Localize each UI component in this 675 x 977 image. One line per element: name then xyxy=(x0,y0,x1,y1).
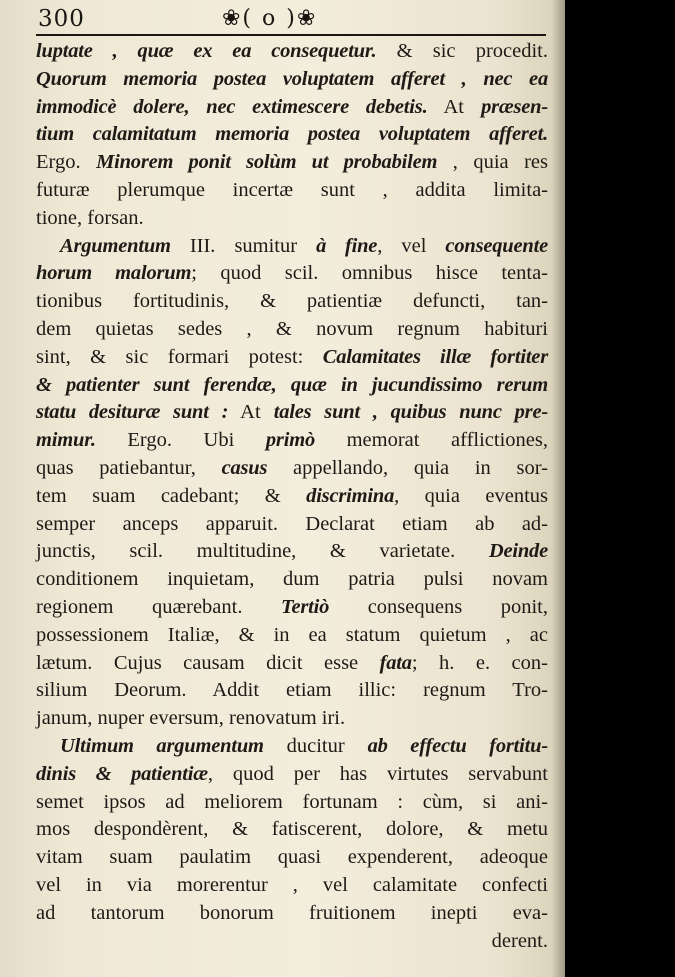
text-run: sint, & sic formari potest: xyxy=(36,345,323,368)
text-run: janum, nuper eversum, renovatum iri. xyxy=(36,707,346,730)
text-run: , quia res xyxy=(437,151,548,174)
italic-text: Ultimum argumentum xyxy=(60,734,264,757)
text-run: ; quod scil. omnibus hisce tenta- xyxy=(191,262,549,285)
text-run: vel in via morerentur , vel calamitate confecti xyxy=(36,873,548,896)
italic-text: immodicè dolere, nec extimescere debetis. xyxy=(36,95,428,118)
text-run: At xyxy=(427,95,482,118)
text-line xyxy=(36,260,548,288)
text-run: , quia eventus xyxy=(394,484,548,507)
italic-text: primò xyxy=(265,429,315,452)
text-run: ad tantorum bonorum fruitionem inepti eva- xyxy=(36,901,548,924)
text-run: semper anceps apparuit. Declarat etiam ab ad- xyxy=(36,512,548,535)
text-line xyxy=(36,761,548,789)
italic-text: fata xyxy=(379,651,412,674)
text-line xyxy=(36,94,548,122)
italic-text: à fine xyxy=(316,234,378,257)
text-line xyxy=(36,511,548,539)
italic-text: Minorem ponit solùm ut probabilem xyxy=(96,151,438,174)
text-line xyxy=(36,622,548,650)
italic-text: Tertiò xyxy=(281,595,330,618)
text-run: semet ipsos ad meliorem fortunam : cùm, si ani- xyxy=(36,790,548,813)
italic-text: luptate , quæ ex ea consequetur. xyxy=(36,40,377,62)
text-run: junctis, scil. multitudine, & varietate. xyxy=(36,540,489,563)
text-line xyxy=(36,316,548,344)
text-run: appellando, quia in sor- xyxy=(267,456,548,479)
text-run: conditionem inquietam, dum patria pulsi novam xyxy=(36,568,548,591)
text-run: Ergo. xyxy=(36,151,97,174)
text-line xyxy=(36,705,548,733)
text-line xyxy=(36,816,548,844)
body-text xyxy=(36,38,548,955)
text-line xyxy=(36,38,548,66)
text-line xyxy=(36,594,548,622)
running-header xyxy=(34,4,549,34)
text-line xyxy=(36,872,548,900)
text-line xyxy=(36,177,548,205)
text-line xyxy=(36,677,548,705)
italic-text: consequente xyxy=(445,234,548,257)
text-run: ducitur xyxy=(263,734,368,757)
text-run: consequens ponit, xyxy=(329,595,548,618)
text-run: III. sumitur xyxy=(170,234,317,257)
text-run: tem suam cadebant; & xyxy=(36,484,307,507)
text-line xyxy=(36,789,548,817)
text-run: futuræ plerumque incertæ sunt , addita limita- xyxy=(36,178,548,201)
text-run: possessionem Italiæ, & in ea statum quietum , ac xyxy=(36,623,548,646)
text-run: Ergo. Ubi xyxy=(95,429,266,452)
italic-text: mimur. xyxy=(36,429,96,452)
text-run: & sic procedit. xyxy=(376,40,548,62)
text-run: vitam suam paulatim quasi expenderent, adeoque xyxy=(36,846,548,869)
text-line xyxy=(36,455,548,483)
text-line xyxy=(36,566,548,594)
text-line xyxy=(36,538,548,566)
italic-text: tales sunt , quibus nunc pre- xyxy=(273,401,548,424)
italic-text: statu desituræ sunt : xyxy=(36,401,229,424)
page-number: 300 xyxy=(38,6,85,32)
italic-text: dinis & patientiæ xyxy=(36,762,208,785)
text-run: ; h. e. con- xyxy=(411,651,548,674)
text-line xyxy=(36,372,548,400)
italic-text: Quorum memoria postea voluptatem afferet , nec ea xyxy=(36,67,548,90)
text-run: mos despondèrent, & fatiscerent, dolore, & metu xyxy=(36,818,548,841)
italic-text: tium calamitatum memoria postea voluptatem afferet. xyxy=(36,123,548,146)
text-line xyxy=(36,344,548,372)
text-line xyxy=(36,233,548,261)
text-run: derent. xyxy=(491,929,548,952)
italic-text: Argumentum xyxy=(60,234,171,257)
text-line xyxy=(36,733,548,761)
header-ornament: ❀( o )❀ xyxy=(222,6,318,31)
text-run: dem quietas sedes , & novum regnum habituri xyxy=(36,317,548,340)
text-line xyxy=(36,900,548,928)
text-line xyxy=(36,928,548,956)
text-run: tionibus fortitudinis, & patientiæ defuncti, tan- xyxy=(36,290,548,313)
italic-text: horum malorum xyxy=(36,262,192,285)
italic-text: Calamitates illæ fortiter xyxy=(322,345,548,368)
italic-text: & patienter sunt ferendæ, quæ in jucundissimo rerum xyxy=(36,373,548,396)
text-run: tione, forsan. xyxy=(36,206,144,229)
text-run: At xyxy=(228,401,274,424)
text-line xyxy=(36,844,548,872)
text-line xyxy=(36,650,548,678)
italic-text: ab effectu fortitu- xyxy=(367,734,548,757)
italic-text: discrimina xyxy=(306,484,395,507)
text-line xyxy=(36,288,548,316)
text-run: memorat afflictiones, xyxy=(315,429,548,452)
italic-text: præsen- xyxy=(481,95,548,118)
text-line xyxy=(36,149,548,177)
text-run: lætum. Cujus causam dicit esse xyxy=(36,651,380,674)
page-gutter-shadow xyxy=(551,0,565,977)
text-line xyxy=(36,66,548,94)
text-run: , vel xyxy=(377,234,446,257)
header-rule xyxy=(36,34,546,36)
italic-text: Deinde xyxy=(488,540,548,563)
text-line xyxy=(36,205,548,233)
text-run: , quod per has virtutes servabunt xyxy=(207,762,548,785)
text-line xyxy=(36,427,548,455)
text-line xyxy=(36,399,548,427)
text-line xyxy=(36,483,548,511)
text-run: regionem quærebant. xyxy=(36,595,281,618)
text-line xyxy=(36,121,548,149)
text-run: silium Deorum. Addit etiam illic: regnum Tro- xyxy=(36,679,548,702)
italic-text: casus xyxy=(221,456,268,479)
text-run: quas patiebantur, xyxy=(36,456,222,479)
